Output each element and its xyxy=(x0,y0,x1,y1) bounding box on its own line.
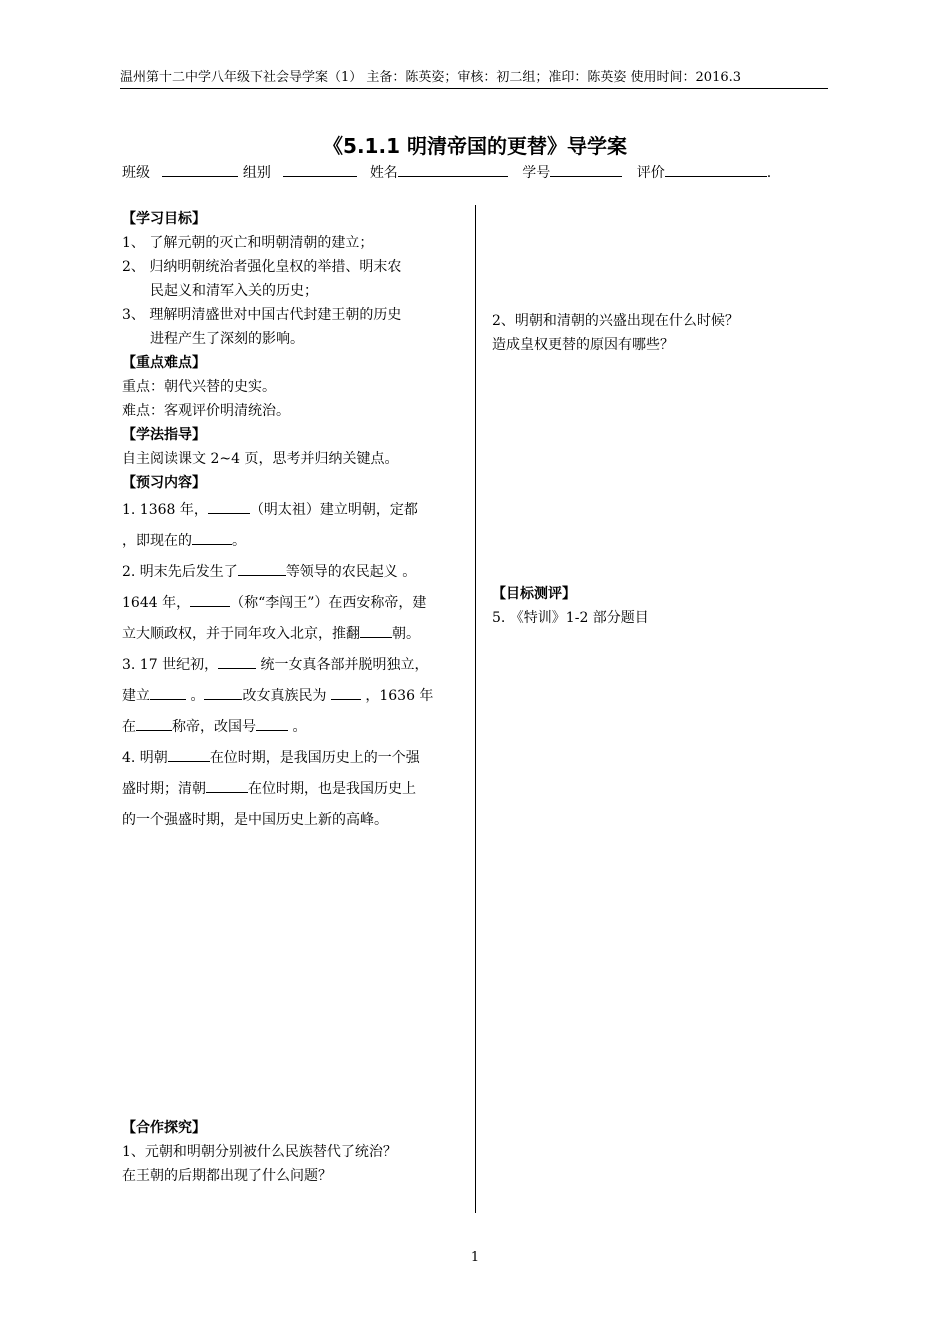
preview-line: 立大顺政权，并于同年攻入北京，推翻 朝。 xyxy=(122,619,467,650)
page-number: 1 xyxy=(470,1250,480,1265)
right-question-line: 2、明朝和清朝的兴盛出现在什么时候？ xyxy=(492,313,739,329)
fill-blank xyxy=(190,592,230,607)
preview-line: 1. 1368 年， （明太祖）建立明朝，定都 xyxy=(122,495,467,526)
fill-blank xyxy=(218,654,256,669)
fill-blank xyxy=(192,530,232,545)
preview-line: 2. 明末先后发生了 等领导的农民起义 。 xyxy=(122,557,467,588)
section-method-title: 【学法指导】 xyxy=(122,427,206,443)
fill-blank xyxy=(136,716,172,731)
section-keypoints-title: 【重点难点】 xyxy=(122,355,206,371)
fill-blank xyxy=(150,685,186,700)
keypoint-item: 难点：客观评价明清统治。 xyxy=(122,403,290,419)
left-column xyxy=(122,207,467,836)
eval-item: 5. 《特训》1-2 部分题目 xyxy=(492,610,649,626)
column-divider xyxy=(475,205,476,1213)
page-title: 《5.1.1 明清帝国的更替》导学案 xyxy=(323,134,627,158)
preview-line: 1644 年， （称“李闯王”）在西安称帝，建 xyxy=(122,588,467,619)
coop-section xyxy=(122,1116,467,1188)
section-preview-title: 【预习内容】 xyxy=(122,475,206,491)
fill-blank xyxy=(360,623,392,638)
fill-blank xyxy=(331,685,361,700)
fill-blank xyxy=(206,778,248,793)
number-label: 学号 xyxy=(522,165,551,181)
goal-item: 民起义和清军入关的历史； xyxy=(150,283,318,299)
goal-item: 2、 归纳明朝统治者强化皇权的举措、明末农 xyxy=(122,259,402,275)
coop-item: 在王朝的后期都出现了什么问题？ xyxy=(122,1168,332,1184)
preview-line: 在 称帝，改国号 。 xyxy=(122,712,467,743)
eval-label: 评价 xyxy=(636,165,665,181)
keypoint-item: 重点：朝代兴替的史实。 xyxy=(122,379,276,395)
fill-blank xyxy=(238,561,286,576)
page-header: 温州第十二中学八年级下社会导学案（1） 主备：陈英姿；审核：初二组；准印：陈英姿 使用时间：2016.3 xyxy=(120,70,742,85)
coop-item: 1、元朝和明朝分别被什么民族替代了统治？ xyxy=(122,1144,397,1160)
preview-line: 盛时期；清朝 在位时期，也是我国历史上 xyxy=(122,774,467,805)
section-goals-title: 【学习目标】 xyxy=(122,211,206,227)
fill-blank xyxy=(204,685,242,700)
right-question-block xyxy=(492,309,832,357)
number-blank xyxy=(550,162,622,177)
class-label: 班级 xyxy=(122,165,150,181)
eval-blank xyxy=(665,162,767,177)
header-rule xyxy=(120,88,828,89)
name-label: 姓名 xyxy=(369,165,398,181)
right-question-line: 造成皇权更替的原因有哪些？ xyxy=(492,337,674,353)
section-eval-title: 【目标测评】 xyxy=(492,586,576,602)
method-text: 自主阅读课文 2~4 页，思考并归纳关键点。 xyxy=(122,451,399,467)
preview-questions xyxy=(122,495,467,836)
class-blank xyxy=(162,162,238,177)
goal-item: 进程产生了深刻的影响。 xyxy=(150,331,304,347)
student-info-line: 班级 组别 姓名 学号 评价 . xyxy=(122,162,771,182)
group-label: 组别 xyxy=(242,165,271,181)
name-blank xyxy=(398,162,508,177)
goal-item: 3、 理解明清盛世对中国古代封建王朝的历史 xyxy=(122,307,402,323)
eval-section xyxy=(492,582,832,630)
fill-blank xyxy=(208,499,250,514)
preview-line: 3. 17 世纪初， 统一女真各部并脱明独立， xyxy=(122,650,467,681)
group-blank xyxy=(283,162,357,177)
preview-line: 4. 明朝 在位时期，是我国历史上的一个强 xyxy=(122,743,467,774)
fill-blank xyxy=(168,747,210,762)
goal-item: 1、 了解元朝的灭亡和明朝清朝的建立； xyxy=(122,235,374,251)
section-coop-title: 【合作探究】 xyxy=(122,1120,206,1136)
preview-line: ，即现在的 。 xyxy=(122,526,467,557)
fill-blank xyxy=(256,716,288,731)
preview-line: 建立 。 改女真族民为 ，1636 年 xyxy=(122,681,467,712)
preview-line: 的一个强盛时期，是中国历史上新的高峰。 xyxy=(122,812,388,828)
